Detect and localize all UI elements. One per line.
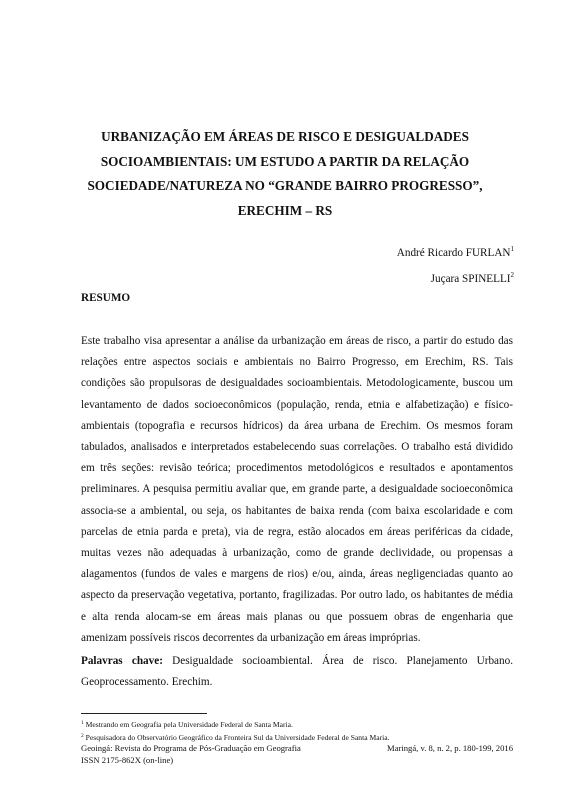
author-list bbox=[397, 238, 514, 290]
title-line: URBANIZAÇÃO EM ÁREAS DE RISCO E DESIGUALDADES bbox=[101, 129, 469, 144]
journal-name: Geoingá: Revista do Programa de Pós-Graduação em Geografia bbox=[81, 743, 301, 753]
citation-info: Maringá, v. 8, n. 2, p. 180-199, 2016 bbox=[387, 743, 513, 753]
keywords-paragraph bbox=[81, 651, 513, 693]
footnote-number: 2 bbox=[81, 732, 84, 739]
keywords-text: Desigualdade socioambiental. Área de risco. Planejamento Urbano. Geoprocessamento. Erechim. bbox=[81, 655, 513, 689]
paper-title bbox=[80, 125, 490, 223]
footnote-1 bbox=[81, 718, 521, 731]
author-name: Juçara SPINELLI bbox=[430, 273, 511, 285]
author-footnote-marker[interactable]: 1 bbox=[510, 245, 514, 253]
issn: ISSN 2175-862X (on-line) bbox=[81, 755, 174, 765]
abstract-body: Este trabalho visa apresentar a análise da urbanização em áreas de risco, a partir do estudo das relações entre aspectos sociais e ambientais no Bairro Progresso, em Erechim, RS. Tais condições são propulsoras de desigualdades socioambientais. Metodologicamente, buscou um levantamento de dados socioeconômicos (população, renda, etnia e alfabetização) e físico-ambientais (topografia e recursos hídricos) da área urbana de Erechim. Os mesmos foram tabulados, analisados e interpretados estabelecendo suas correlações. O trabalho está dividido em três seções: revisão teórica; procedimentos metodológicos e resultados e apontamentos preliminares. A pesquisa permitiu avaliar que, em grande parte, a desigualdade socioeconômica associa-se a ambiental, ou seja, os habitantes de baixa renda (com baixa escolaridade e com parcelas de etnia parda e preta), via de regra, estão alocados em áreas periféricas da cidade, muitas vezes não adequadas à urbanização, como de grande declividade, ou propensas a alagamentos (fundos de vales e margens de rios) e/ou, ainda, áreas negligenciadas quanto ao aspecto da preservação vegetativa, portanto, fragilizadas. Por outro lado, os habitantes de média e alta renda alocam-se em áreas mais planas ou que possuem obras de engenharia que amenizam possíveis riscos decorrentes da urbanização em áreas impróprias. bbox=[81, 335, 513, 644]
author-1 bbox=[397, 238, 514, 264]
footnote-number: 1 bbox=[81, 720, 84, 726]
footnote-text: Pesquisadora do Observatório Geográfico da Fronteira Sul da Universidade Federal de Santa Maria. bbox=[83, 732, 390, 742]
footnotes bbox=[81, 718, 521, 743]
title-line: SOCIEDADE/NATUREZA NO “GRANDE BAIRRO PROGRESSO”, bbox=[87, 178, 483, 193]
footnote-separator bbox=[81, 713, 207, 714]
page-footer bbox=[81, 742, 513, 766]
keywords-label: Palavras chave: bbox=[81, 655, 163, 667]
title-line: ERECHIM – RS bbox=[237, 202, 333, 218]
author-name: André Ricardo FURLAN bbox=[396, 247, 511, 259]
abstract-heading: RESUMO bbox=[81, 292, 131, 304]
author-2 bbox=[397, 264, 514, 290]
title-line: SOCIOAMBIENTAIS: UM ESTUDO A PARTIR DA RELAÇÃO bbox=[100, 153, 470, 169]
footnote-text: Mestrando em Geografia pela Universidade Federal de Santa Maria. bbox=[83, 720, 293, 729]
author-footnote-marker[interactable]: 2 bbox=[510, 271, 514, 279]
